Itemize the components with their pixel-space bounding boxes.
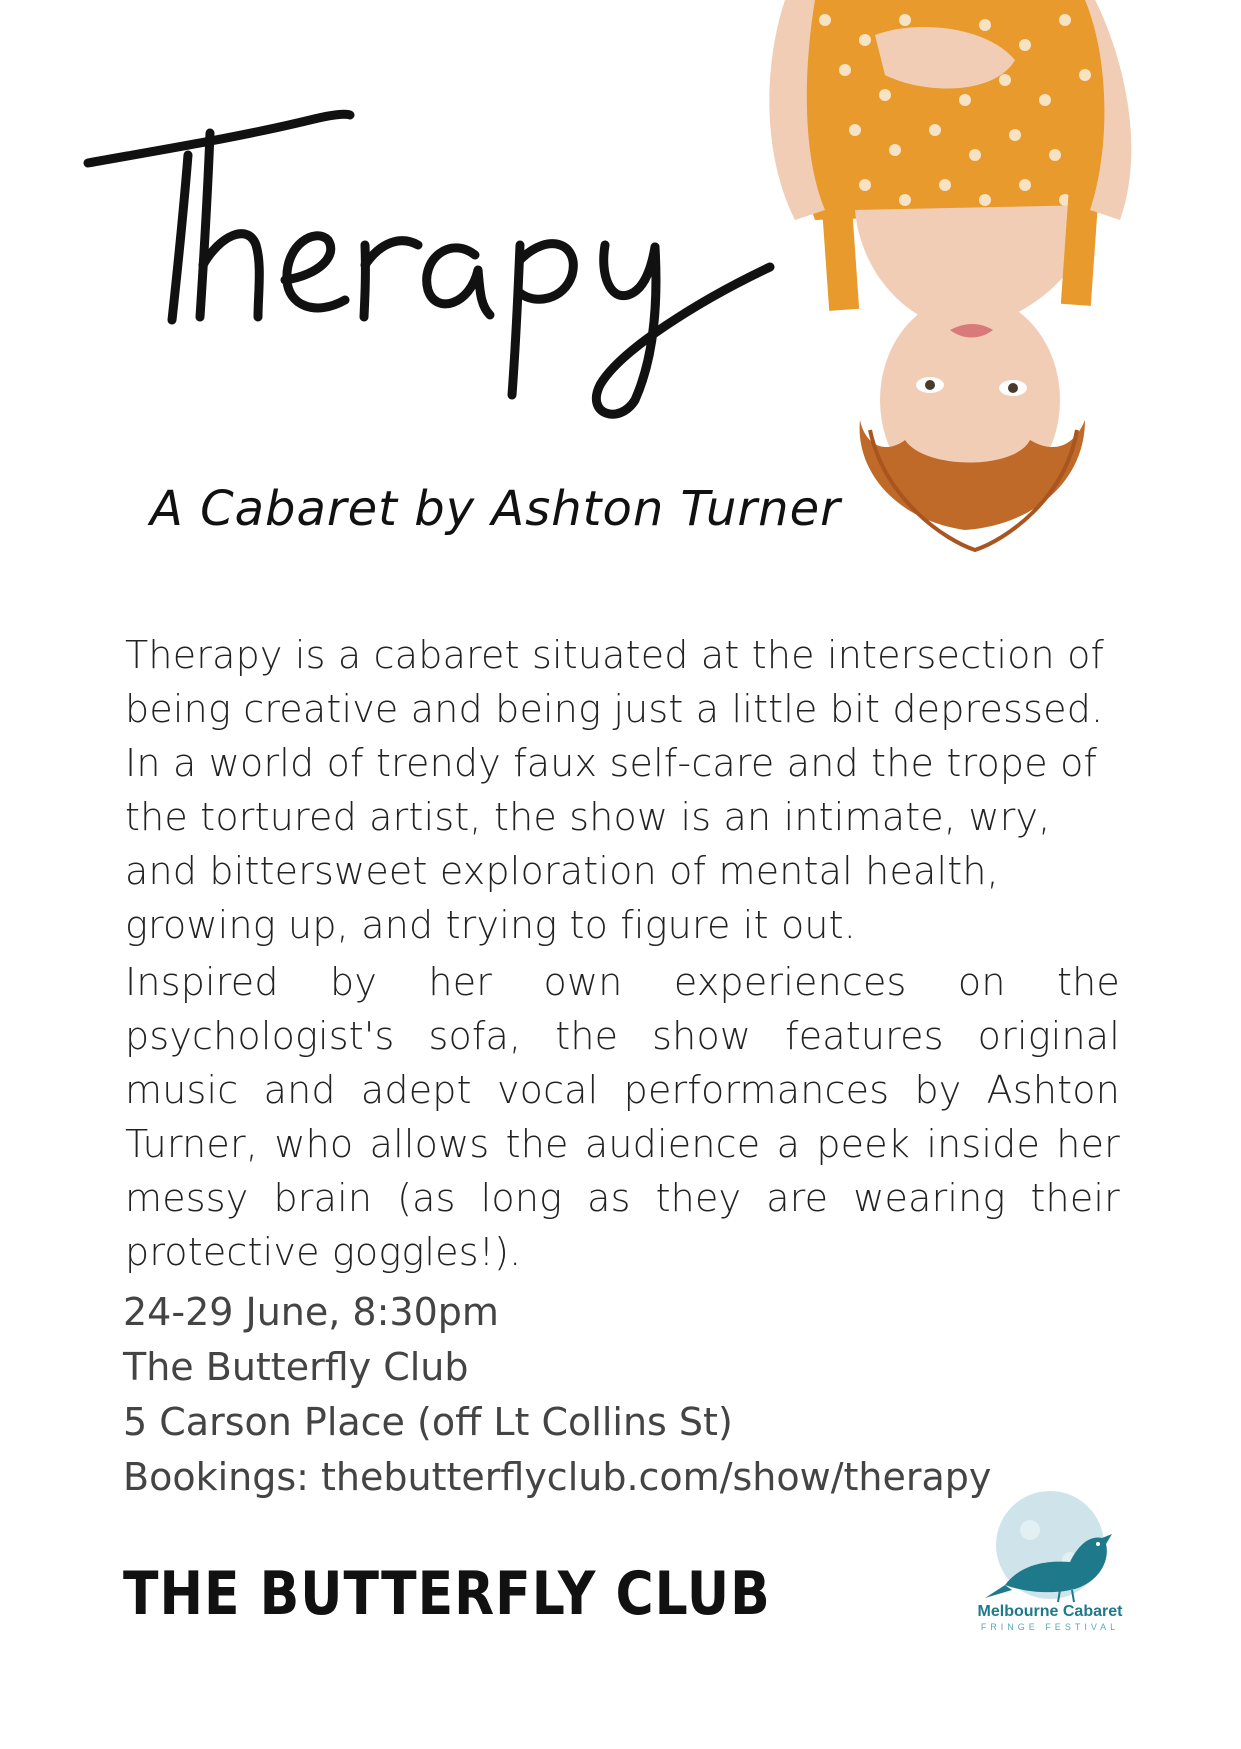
performer-photo: [765, 0, 1165, 560]
event-venue: The Butterfly Club: [123, 1345, 469, 1389]
event-address: 5 Carson Place (off Lt Collins St): [123, 1400, 733, 1444]
title-handwritten: [80, 95, 780, 425]
subtitle-text: A Cabaret by Ashton Turner: [150, 481, 841, 537]
festival-subtitle: FRINGE FESTIVAL: [980, 1622, 1120, 1632]
description-paragraph-2: Inspired by her own experiences on the psychologist's sofa, the show features original music and adept vocal performances by Ashton Turner, who allows the audience a peek inside her messy brain (as long as they are wearing their protective goggles!).: [125, 960, 1120, 1274]
butterfly-club-logo: THE BUTTERFLY CLUB: [123, 1560, 771, 1629]
description-paragraph-1: Therapy is a cabaret situated at the intersection of being creative and being just a little bit depressed. In a world of trendy faux self-care and the trope of the tortured artist, the show is an intimate, wry, and bittersweet exploration of mental health, growing up, and trying to figure it out.: [125, 633, 1105, 947]
event-details: [123, 1285, 991, 1505]
festival-name: Melbourne Cabaret: [977, 1603, 1123, 1620]
event-dates: 24-29 June, 8:30pm: [123, 1290, 499, 1334]
event-bookings: Bookings: thebutterflyclub.com/show/therapy: [123, 1455, 992, 1499]
subtitle-handwritten: [150, 470, 841, 560]
